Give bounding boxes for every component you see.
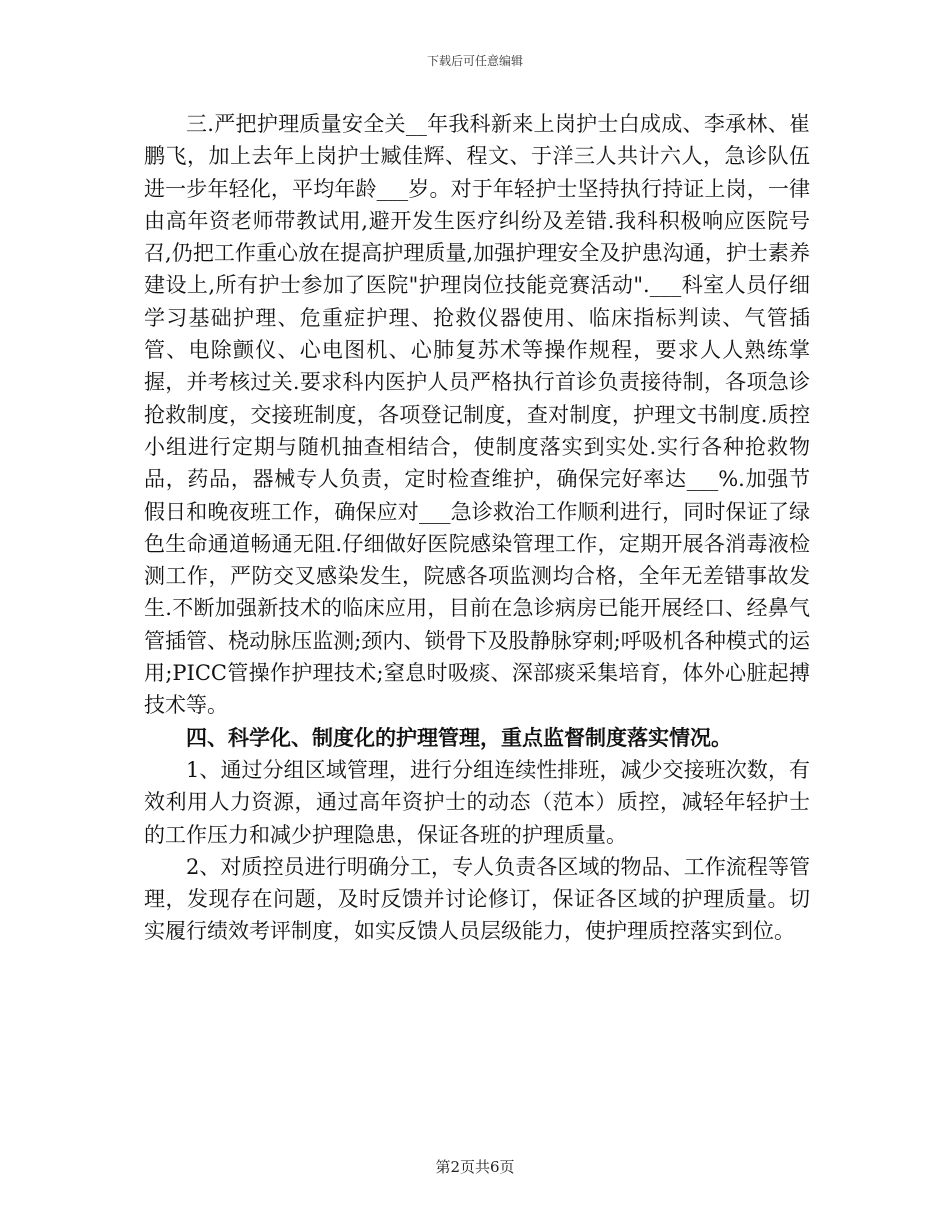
paragraph-item-1: 1、通过分组区域管理，进行分组连续性排班，减少交接班次数，有效利用人力资源，通过高年资护士的动态（范本）质控，减轻年轻护士的工作压力和减少护理隐患，保证各班的护理质量。 [144,757,810,847]
paragraph-quality-safety: 三.严把护理质量安全关__年我科新来上岗护士白成成、李承林、崔鹏飞，加上去年上岗护士臧佳辉、程文、于洋三人共计六人，急诊队伍进一步年轻化，平均年龄___岁。对于年轻护士坚持执行持证上岗，一律由高年资老师带教试用,避开发生医疗纠纷及差错.我科积极响应医院号召,仍把工作重心放在提高护理质量,加强护理安全及护患沟通，护士素养建设上,所有护士参加了医院"护理岗位技能竞赛活动".___科室人员仔细学习基础护理、危重症护理、抢救仪器使用、临床指标判读、气管插管、电除颤仪、心电图机、心肺复苏术等操作规程，要求人人熟练掌握，并考核过关.要求科内医护人员严格执行首诊负责接待制，各项急诊抢救制度，交接班制度，各项登记制度，查对制度，护理文书制度.质控小组进行定期与随机抽查相结合，使制度落实到实处.实行各种抢救物品，药品，器械专人负责，定时检查维护，确保完好率达___%.加强节假日和晚夜班工作，确保应对___急诊救治工作顺利进行，同时保证了绿色生命通道畅通无阻.仔细做好医院感染管理工作，定期开展各消毒液检测工作，严防交叉感染发生，院感各项监测均合格，全年无差错事故发生.不断加强新技术的临床应用，目前在急诊病房已能开展经口、经鼻气管插管、桡动脉压监测;颈内、锁骨下及股静脉穿刺;呼吸机各种模式的运用;PICC管操作护理技术;窒息时吸痰、深部痰采集培育，体外心脏起搏技术等。 [144,112,810,718]
page-number: 第2页共6页 [435,1158,515,1176]
document-body [144,108,810,948]
page-header: 下载后可任意编辑 [426,54,523,68]
paragraph-item-2: 2、对质控员进行明确分工，专人负责各区域的物品、工作流程等管理，发现存在问题，及时反馈并讨论修订，保证各区域的护理质量。切实履行绩效考评制度，如实反馈人员层级能力，使护理质控落实到位。 [144,854,810,944]
section-heading-four: 四、科学化、制度化的护理管理，重点监督制度落实情况。 [186,724,732,750]
